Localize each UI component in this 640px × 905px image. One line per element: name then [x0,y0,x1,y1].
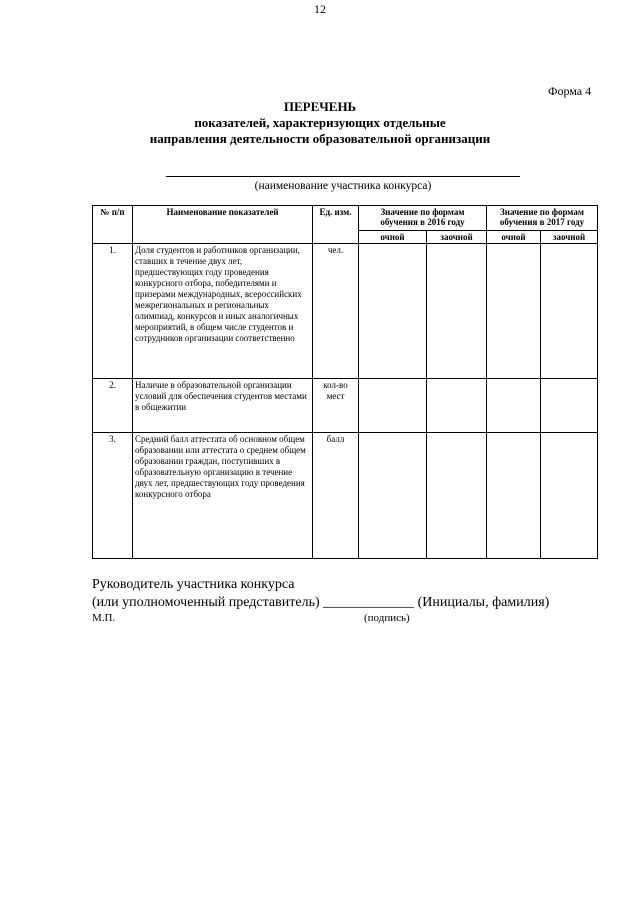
row-name: Наличие в образовательной организации условий для обеспечения студентов местами в общежитии [133,379,313,433]
title-line-3: направления деятельности образовательной организации [149,131,491,146]
value-cell[interactable] [487,433,541,559]
form-label: Форма 4 [548,84,592,98]
header-2016-full-time: очной [359,231,427,244]
table-row [93,379,598,433]
value-cell[interactable] [541,244,598,379]
value-cell[interactable] [359,433,427,559]
page-number: 12 [314,2,326,16]
header-name: Наименование показателей [133,206,313,244]
row-num: 3. [93,433,133,559]
title-line-2: показателей, характеризующих отдельные [194,115,446,130]
value-cell[interactable] [487,379,541,433]
stamp-place-label: М.П. [92,612,116,624]
value-cell[interactable] [359,379,427,433]
header-2017: Значение по формам обучения в 2017 году [487,206,598,231]
header-unit: Ед. изм. [313,206,359,244]
value-cell[interactable] [427,379,487,433]
value-cell[interactable] [487,244,541,379]
document-title [0,98,640,147]
row-name: Средний балл аттестата об основном общем образовании или аттестата о среднем общем образовании граждан, поступивших в образовательную организацию в течение двух лет, предшествующих году проведения конкурсного отбора [133,433,313,559]
header-2017-part-time: заочной [541,231,598,244]
row-num: 1. [93,244,133,379]
table-row [93,244,598,379]
participant-caption: (наименование участника конкурса) [254,180,432,192]
indicators-table [92,205,598,559]
signature-caption: (подпись) [364,612,410,624]
row-unit: балл [313,433,359,559]
title-line-1: ПЕРЕЧЕНЬ [283,99,357,114]
signature-role: Руководитель участника конкурса [92,577,295,592]
row-num: 2. [93,379,133,433]
row-unit: кол-во мест [313,379,359,433]
participant-name-line [166,176,520,177]
signature-line: (или уполномоченный представитель) _____________ (Инициалы, фамилия) [92,595,550,610]
value-cell[interactable] [359,244,427,379]
value-cell[interactable] [427,244,487,379]
row-name: Доля студентов и работников организации, ставших в течение двух лет, предшествующих году проведения конкурсного отбора, победителями и призерами международных, всероссийских межрегиональных и региональных олимпиад, конкурсов и иных аналогичных мероприятий, в общем числе студентов и сотрудников организации соответственно [133,244,313,379]
header-2016: Значение по формам обучения в 2016 году [359,206,487,231]
table-row [93,433,598,559]
header-2017-full-time: очной [487,231,541,244]
value-cell[interactable] [541,379,598,433]
value-cell[interactable] [541,433,598,559]
header-num: № п/п [93,206,133,244]
row-unit: чел. [313,244,359,379]
header-2016-part-time: заочной [427,231,487,244]
value-cell[interactable] [427,433,487,559]
